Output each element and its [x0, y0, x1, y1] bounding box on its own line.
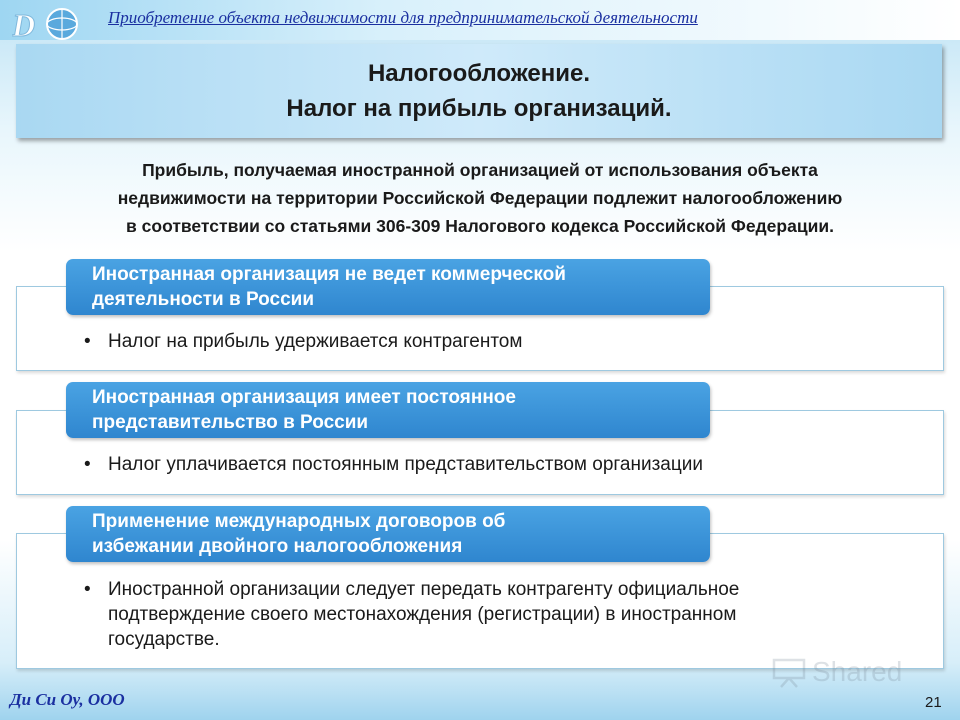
bullet-line: Налог уплачивается постоянным представительством организации	[108, 454, 703, 475]
card-header-line: деятельности в России	[92, 289, 315, 310]
slide-title-line2: Налог на прибыль организаций.	[286, 95, 672, 122]
presentation-board-icon	[772, 658, 806, 688]
bullet-line: Налог на прибыль удерживается контрагентом	[108, 331, 523, 352]
footer-company: Ди Си Оу, ООО	[10, 690, 125, 709]
watermark	[772, 654, 942, 694]
card-header-line: избежании двойного налогообложения	[92, 536, 463, 557]
bullet-dot-icon: •	[84, 331, 91, 352]
slide-title-box	[16, 44, 942, 138]
slide-title-line1: Налогообложение.	[367, 60, 591, 87]
card-header-line: представительство в России	[92, 412, 369, 433]
intro-paragraph	[30, 156, 930, 240]
page-number: 21	[925, 694, 942, 711]
bullet-dot-icon: •	[84, 579, 91, 600]
card-header-permanent-establishment	[66, 382, 710, 438]
intro-line: Прибыль, получаемая иностранной организацией от использования объекта	[142, 160, 818, 180]
bullet-line: Иностранной организации следует передать контрагенту официальное	[108, 579, 740, 600]
presentation-title: Приобретение объекта недвижимости для предпринимательской деятельности	[108, 8, 698, 27]
card-header-line: Иностранная организация не ведет коммерческой	[92, 264, 566, 285]
card-header-line: Применение международных договоров об	[92, 511, 506, 532]
card-header-double-taxation-treaties	[66, 506, 710, 562]
intro-line: в соответствии со статьями 306-309 Налогового кодекса Российской Федерации.	[126, 216, 834, 236]
bullet-line: подтверждение своего местонахождения (регистрации) в иностранном	[108, 604, 737, 625]
watermark-text: Shared	[812, 656, 903, 687]
company-logo	[12, 4, 82, 44]
intro-line: недвижимости на территории Российской Федерации подлежит налогообложению	[117, 188, 843, 208]
bullet-dot-icon: •	[84, 454, 91, 475]
svg-text:D: D	[12, 7, 36, 43]
card-header-no-commercial-activity	[66, 259, 710, 315]
bullet-line: государстве.	[108, 629, 220, 650]
card-header-line: Иностранная организация имеет постоянное	[92, 387, 516, 408]
